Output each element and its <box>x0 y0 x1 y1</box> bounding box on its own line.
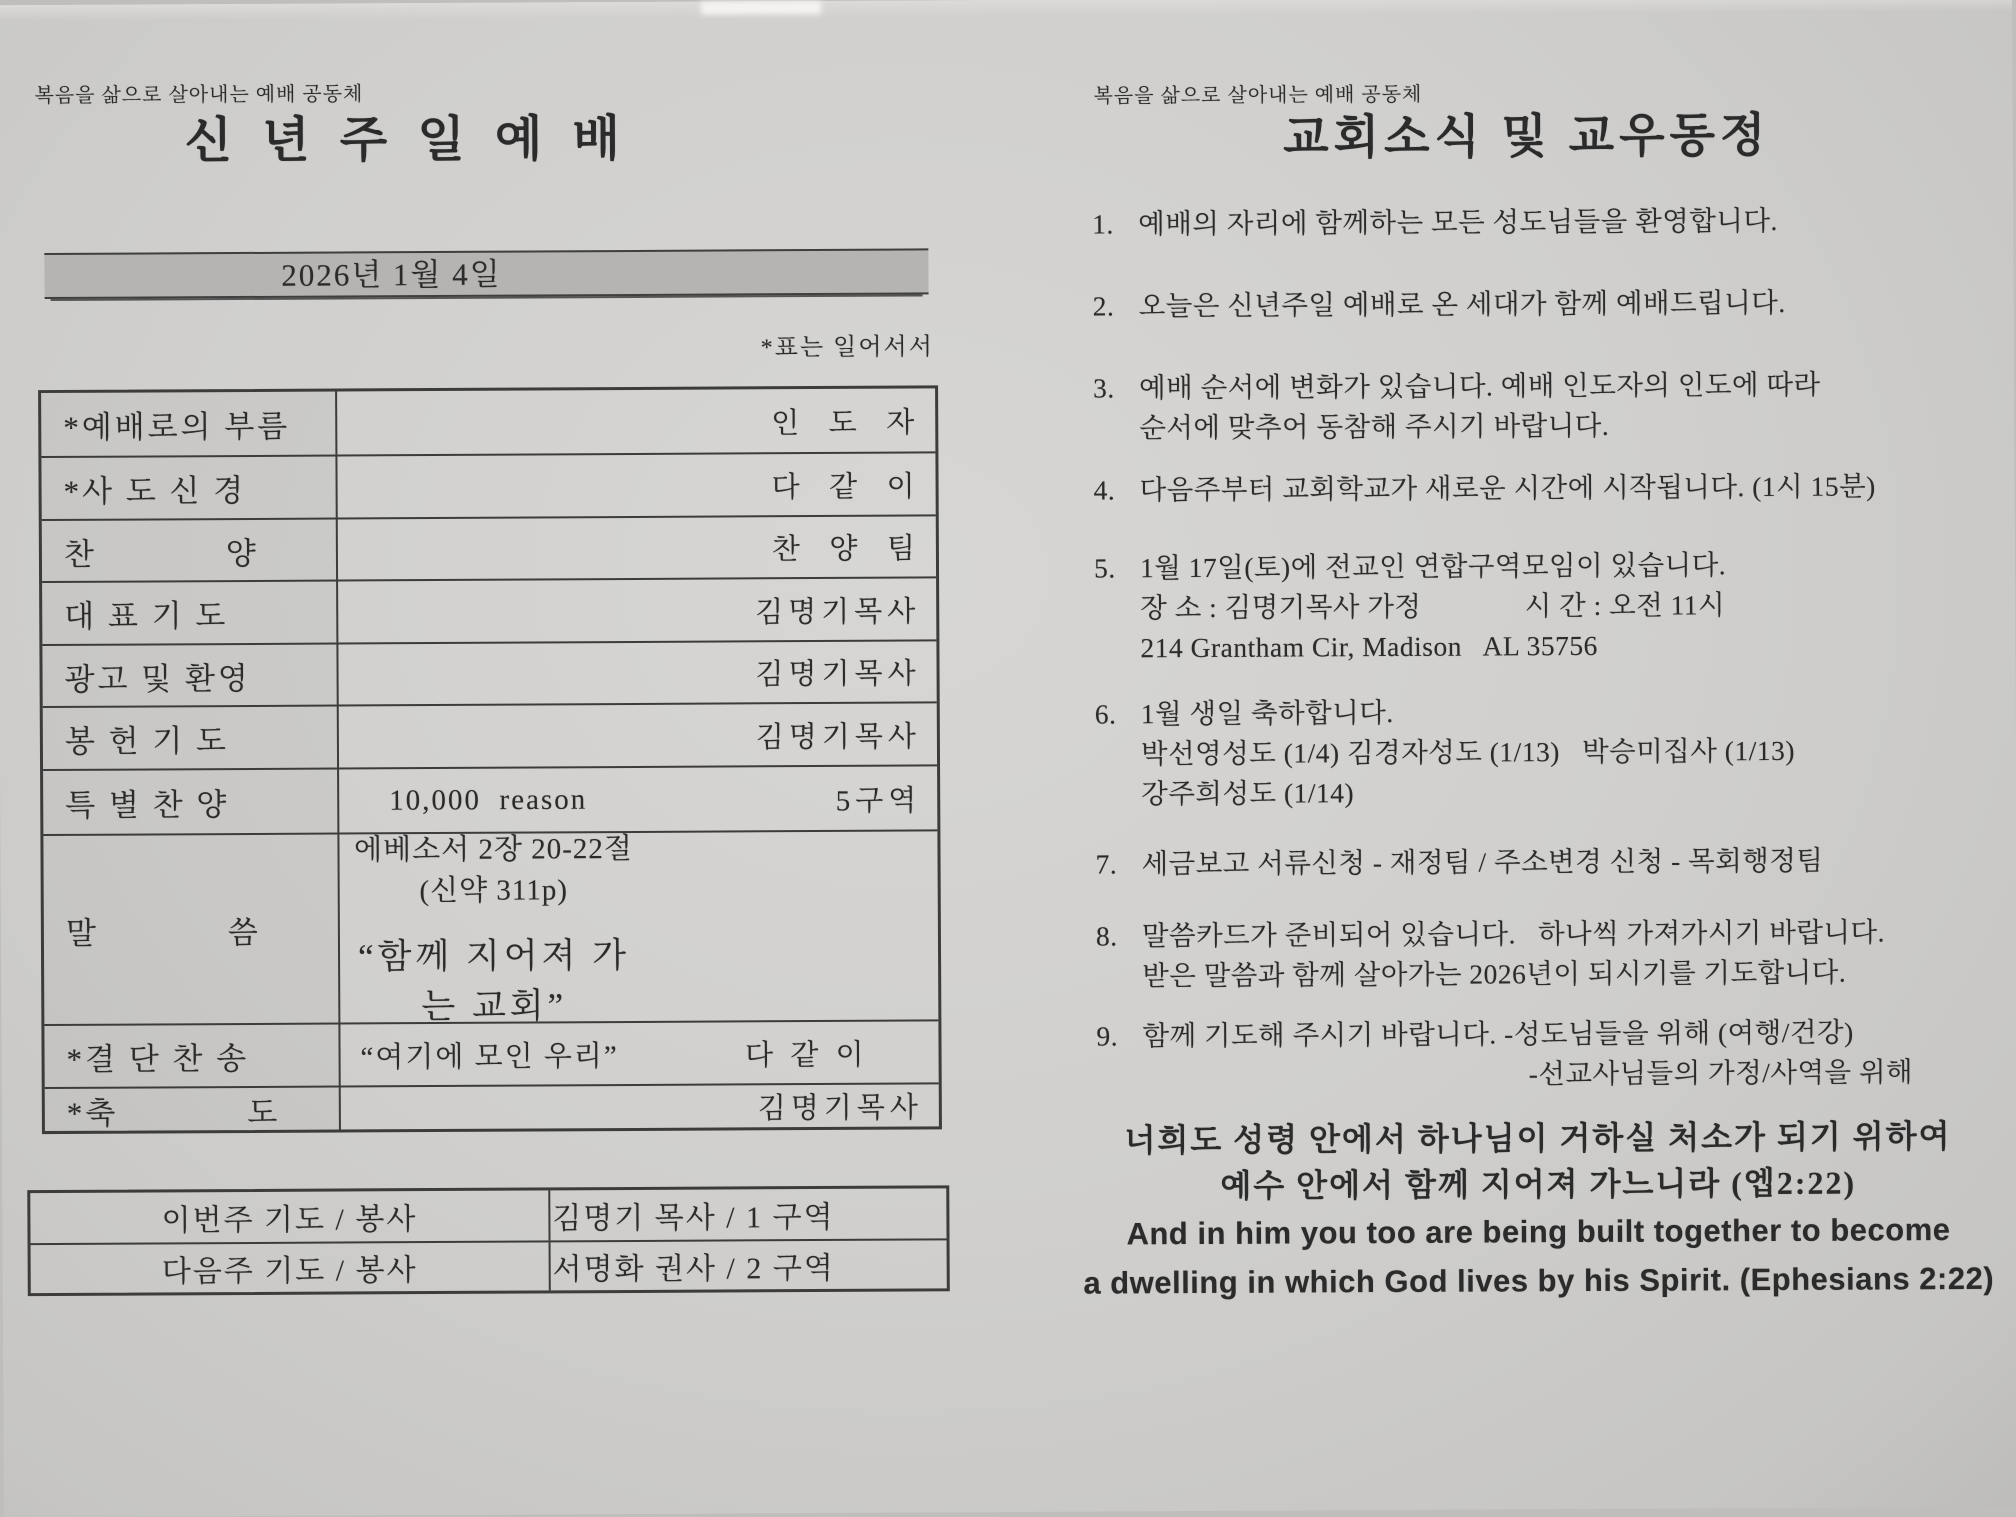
sermon-title: “함께 지어져 가는 교회” <box>340 928 649 1030</box>
verse-english-line1: And in him you too are being built together to become <box>1082 1205 1994 1259</box>
list-item <box>1095 690 2001 815</box>
list-item <box>1094 466 1999 511</box>
birthday-names: 강주희성도 (1/14) <box>1141 770 2000 814</box>
item-number: 7. <box>1095 844 1141 884</box>
duty-value: 김명기 목사 / 1 구역 <box>550 1188 946 1240</box>
verse-korean-line2: 예수 안에서 함께 지어져 가느니라 (엡2:22) <box>1082 1159 1994 1210</box>
order-person: 5구역 <box>836 777 922 818</box>
birthday-names: 박선영성도 (1/4) 김경자성도 (1/13) 박승미집사 (1/13) <box>1141 730 2000 774</box>
duty-label: 다음주 기도 / 봉사 <box>31 1242 551 1293</box>
duty-roster-table <box>27 1185 950 1296</box>
announcements-title: 교회소식 및 교우동정 <box>1077 97 1977 169</box>
item-text: 받은 말씀과 함께 살아가는 2026년이 되시기를 기도합니다. <box>1142 952 2001 996</box>
order-label: 말 씀 <box>43 835 340 1025</box>
order-value <box>339 831 938 1022</box>
item-text: 1월 생일 축하합니다. <box>1141 690 2000 734</box>
table-row <box>30 1188 946 1243</box>
order-label: 대 표 기 도 <box>42 582 338 645</box>
table-row <box>44 1019 938 1087</box>
verse-korean-line1: 너희도 성령 안에서 하나님이 거하실 처소가 되기 위하여 <box>1082 1113 1994 1164</box>
table-row <box>42 639 936 706</box>
list-item <box>1093 364 1998 449</box>
table-row <box>42 576 936 644</box>
item-number: 2. <box>1093 286 1139 326</box>
sermon-scripture: 에베소서 2장 20-22절 (신약 311p) <box>339 826 647 910</box>
order-label: *사 도 신 경 <box>41 457 337 520</box>
order-label: 봉 헌 기 도 <box>43 707 339 770</box>
closing-hymn-title: “여기에 모인 우리” <box>340 1031 938 1075</box>
item-number: 9. <box>1096 1016 1142 1096</box>
date-bar: 2026년 1월 4일 <box>44 248 928 299</box>
table-row <box>43 764 937 834</box>
worship-title: 신 년 주 일 예 배 <box>37 99 777 173</box>
item-text: 1월 17일(토)에 전교인 연합구역모임이 있습니다. <box>1140 544 1999 588</box>
order-person: 다 같 이 <box>745 1032 869 1074</box>
order-value <box>337 453 935 517</box>
order-value <box>339 703 937 767</box>
meeting-address: 214 Grantham Cir, Madison AL 35756 <box>1140 624 1999 668</box>
item-text: 예배 순서에 변화가 있습니다. 예배 인도자의 인도에 따라 <box>1139 364 1998 408</box>
item-text: 예배의 자리에 함께하는 모든 성도님들을 환영합니다. <box>1138 200 1997 244</box>
order-value <box>341 1084 939 1129</box>
item-number: 6. <box>1095 694 1142 814</box>
order-value <box>340 1021 938 1085</box>
order-person: 인 도 자 <box>771 399 919 441</box>
order-person: 김명기목사 <box>755 651 920 693</box>
left-motto: 복음을 삶으로 살아내는 예배 공동체 <box>34 77 363 108</box>
item-text: 함께 기도해 주시기 바랍니다. -성도님들을 위해 (여행/건강) <box>1142 1012 2001 1056</box>
order-person: 김명기목사 <box>758 1085 923 1127</box>
list-item <box>1096 912 2001 997</box>
list-item <box>1093 282 1998 327</box>
special-song-title: 10,000 reason <box>339 781 937 817</box>
item-text: 다음주부터 교회학교가 새로운 시간에 시작됩니다. (1시 15분) <box>1140 466 1999 510</box>
order-value <box>338 641 936 704</box>
order-person: 찬 양 팀 <box>772 526 920 568</box>
order-value <box>338 578 936 642</box>
order-person: 다 같 이 <box>771 463 919 505</box>
order-label: *예배로의 부름 <box>41 392 337 457</box>
verse-english-line2: a dwelling in which God lives by his Spirit. (Ephesians 2:22) <box>1083 1254 1995 1308</box>
order-label: *축 도 <box>45 1087 341 1131</box>
order-label: 특 별 찬 양 <box>43 770 339 835</box>
item-number: 4. <box>1094 470 1140 510</box>
duty-label: 이번주 기도 / 봉사 <box>30 1190 550 1243</box>
list-item <box>1094 544 2000 669</box>
order-label: 찬 양 <box>42 520 338 582</box>
item-number: 5. <box>1094 548 1141 668</box>
order-person: 김명기목사 <box>756 713 921 755</box>
meeting-place-time: 장 소 : 김명기목사 가정 시 간 : 오전 11시 <box>1140 584 1999 628</box>
duty-value: 서명화 권사 / 2 구역 <box>551 1240 947 1290</box>
item-text: 순서에 맞추어 동참해 주시기 바랍니다. <box>1139 404 1998 448</box>
item-text: 오늘은 신년주일 예배로 온 세대가 함께 예배드립니다. <box>1139 282 1998 326</box>
item-text: 세금보고 서류신청 - 재정팀 / 주소변경 신청 - 목회행정팀 <box>1141 840 2000 884</box>
prayer-for-missionaries: -선교사님들의 가정/사역을 위해 <box>1529 1052 2002 1094</box>
table-row <box>43 701 937 769</box>
order-label: *결 단 찬 송 <box>44 1024 340 1087</box>
order-value <box>337 388 935 454</box>
table-row <box>41 388 935 456</box>
list-item <box>1095 840 2000 885</box>
worship-order-table <box>38 385 942 1134</box>
list-item <box>1096 1012 2001 1097</box>
announcement-list <box>1092 200 2002 1097</box>
sermon-cell <box>339 831 938 1022</box>
item-text: 말씀카드가 준비되어 있습니다. 하나씩 가져가시기 바랍니다. <box>1142 912 2001 956</box>
item-number: 1. <box>1092 204 1138 244</box>
list-item <box>1092 200 1997 245</box>
order-value <box>338 516 936 579</box>
order-person: 김명기목사 <box>755 588 920 630</box>
table-row <box>31 1238 947 1293</box>
item-number: 3. <box>1093 368 1139 448</box>
order-value <box>339 766 937 832</box>
table-row <box>43 829 938 1024</box>
item-number: 8. <box>1096 916 1142 996</box>
order-label: 광고 및 환영 <box>42 645 338 707</box>
standing-note: *표는 일어서서 <box>38 326 934 366</box>
table-row <box>41 451 935 519</box>
table-row <box>42 514 936 581</box>
table-row <box>45 1082 939 1131</box>
memory-verse <box>1082 1113 1995 1308</box>
right-motto: 복음을 삶으로 살아내는 예배 공동체 <box>1093 78 1422 109</box>
